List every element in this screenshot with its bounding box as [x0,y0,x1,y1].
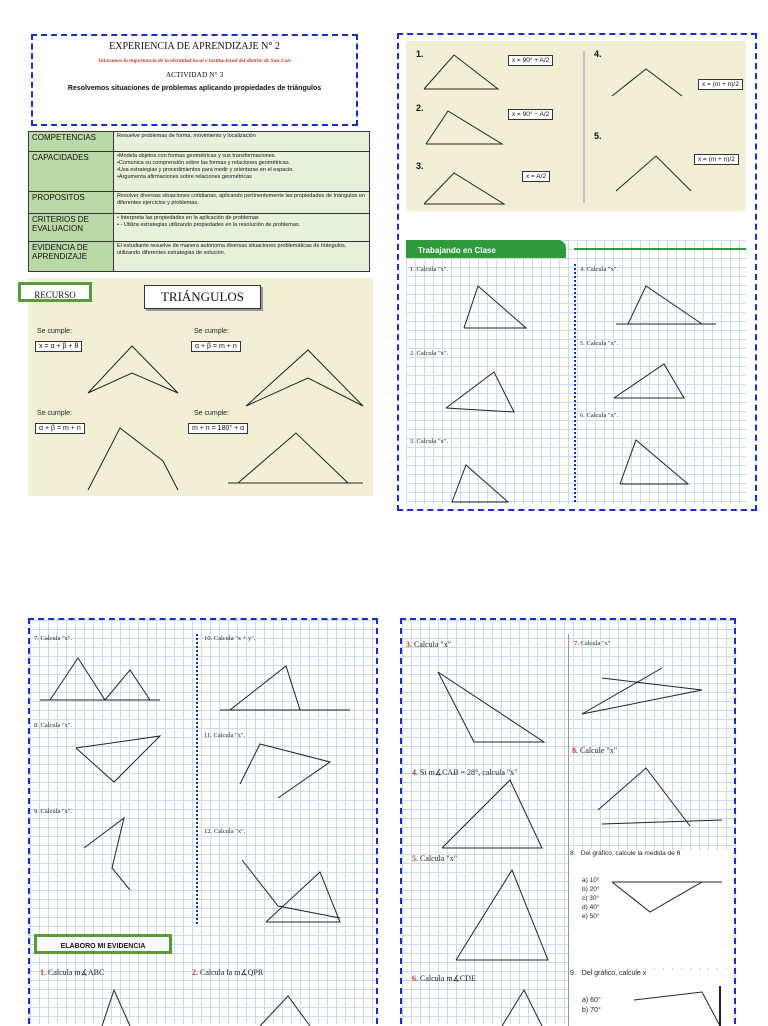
problem-text: Calcula m∡ABC [48,968,105,977]
triangle-figure [30,620,380,1026]
table-key: CAPACIDADES [29,152,114,192]
problem-text: Calcule "x" [580,746,617,755]
formula-box: x = α + β + θ [35,341,82,352]
triangle-figure [406,240,746,504]
prop-number: 1. [416,49,424,59]
problem-text: Del gráfico, calcule x [581,970,647,977]
formula-box: x = A/2 [522,171,550,182]
problem-label: 4. Calcula "x". [580,266,619,273]
problem-label: 1. Calcula "x". [410,266,449,273]
prop-number: 3. [416,161,424,171]
propiedades-panel [406,41,746,211]
problem-text: 9. [570,970,582,977]
problem-label: 8. Calcula "x". [34,722,73,729]
option: c) 30° [582,895,600,902]
page4-panel [400,618,736,1024]
topic-label: Resolvemos situaciones de problemas aplicando propiedades de triángulos [67,85,322,92]
trabajando-banner-text: Trabajando en Clase [418,246,496,255]
problem-text: Calcula "x" [420,854,457,863]
problem-label: 6. Calcula "x". [580,412,619,419]
problem-label: 5. Calcula "x" [412,854,457,863]
table-key: EVIDENCIA DE APRENDIZAJE [29,242,114,272]
problem-label: 2. Calcula "x". [410,350,449,357]
problem-label: 7. Calcula "x" [574,640,611,647]
table-key: CRITERIOS DE EVALUACION [29,214,114,242]
formula-box: α + β = m + n [191,341,241,352]
problem-text: Calcula m∡CDE [420,974,476,983]
problem-label: 12. Calcula "x". [204,828,246,835]
problem-text: 8. [570,850,581,857]
triangulos-title: TRIÁNGULOS [144,285,261,309]
triangle-figure [28,278,373,496]
triangle-figure [402,620,738,1026]
formula-box: x = 90° + A/2 [508,55,553,66]
problem-text: Del gráfico, calcule la medida de θ [580,850,681,857]
prop-number: 2. [416,103,424,113]
problem-label: 8. Calcule "x" [572,746,617,755]
problem-label: 9. Calcula "x". [34,808,73,815]
problem-label: 4. Si m∡CAB = 28°, calcula "x" [412,768,518,777]
prop-number: 4. [594,49,602,59]
formula-box: x = (m + n)/2 [694,154,739,165]
table-value: •Modela objetos con formas geométricas y sus transformaciones. •Comunica su comprensión sobre las formas y relaciones geométricas. •Usa estrategias y procedimientos para medir y orientarse en el espacio. •Argumenta afirmaciones sobre relaciones geométricas [114,152,370,192]
problem-text: Calcula la m∡QPR [200,968,264,977]
problem-label: 1. Calcula m∡ABC [40,968,105,977]
trabajando-section [406,240,746,504]
recurso-panel [28,278,373,496]
recurso-label: RECURSO [18,282,92,302]
formula-box: α + β = m + n [35,423,85,434]
option: a) 60° [582,997,601,1004]
page-subtitle: Valoramos la importancia de la identidad local e institucional del distrito de San Luis [98,58,291,64]
table-value: Resuelve problemas de forma, movimiento y localización [114,132,370,152]
evidencia-label: ELABORO MI EVIDENCIA [34,934,172,954]
triangle-figure [406,41,746,211]
problem-text: Calcula "x" [414,640,451,649]
table-value: El estudiante resuelve de manera autónoma diversas situaciones problemáticas de triángulos, utilizando diferentes estrategias de solución. [114,242,370,272]
table-key: PROPOSITOS [29,192,114,214]
page-title: EXPERIENCIA DE APRENDIZAJE N° 2 [109,41,280,52]
problem-label: 3. Calcula "x". [410,438,449,445]
option: b) 70° [582,1007,601,1014]
problem-label: 3. Calcula "x" [406,640,451,649]
table-value: • Interpreta las propiedades en la aplicación de problemas • - Utiliza estrategias utilizando propiedades en la resolución de problemas. [114,214,370,242]
problem-label: 5. Calcula "x". [580,340,619,347]
option: e) 50° [582,913,600,920]
prop-number: 5. [594,131,602,141]
formula-box: m + n = 180° + α [188,423,248,434]
competencias-table [28,131,370,272]
se-cumple-label: Se cumple: [37,328,73,335]
page3-panel [28,618,378,1024]
problem-text: Calcula "x" [580,640,611,647]
problem-label: 10. Calcula "x + y". [204,635,256,642]
se-cumple-label: Se cumple: [194,328,230,335]
se-cumple-label: Se cumple: [194,410,230,417]
formula-box: x = (m + n)/2 [698,79,743,90]
table-value: Resolver diversas situaciones cotidianas, aplicando pertinentemente las propiedades de triángulos en diferentes ejercicios y problemas. [114,192,370,214]
problem-text: Si m∡CAB = 28°, calcula "x" [420,768,518,777]
se-cumple-label: Se cumple: [37,410,73,417]
problem-label: 7. Calcula "x". [34,635,73,642]
problem-label: 6. Calcula m∡CDE [412,974,476,983]
option: b) 20° [582,886,600,893]
formula-box: x = 90° − A/2 [508,109,553,120]
table-key: COMPETENCIAS [29,132,114,152]
header-box [31,34,358,126]
option: d) 40° [582,904,600,911]
problem-label: 2. Calcula la m∡QPR [192,968,264,977]
problem-label: 11. Calcula "x". [204,732,246,739]
option: a) 10° [582,877,600,884]
activity-label: ACTIVIDAD N° 3 [165,70,224,79]
